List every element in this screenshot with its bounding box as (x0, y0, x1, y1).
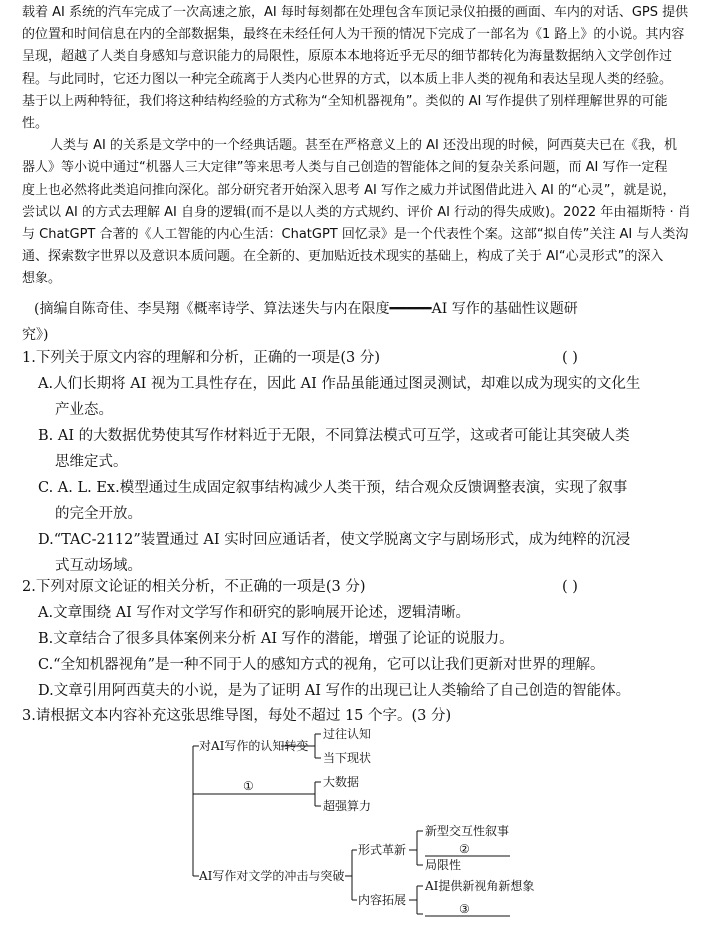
option-line: 式互动场域。 (55, 558, 142, 574)
option-line: 产业态。 (55, 402, 113, 418)
map-blank-3[interactable]: ③ (459, 902, 470, 916)
option-line: B. AI 的大数据优势使其写作材料近于无限，不同算法模式可互学，这或者可能让其突破人类 (38, 428, 630, 444)
passage-paragraph-2 (22, 135, 712, 290)
option-c[interactable]: C.“全知机器视角”是一种不同于人的感知方式的视角，它可以让我们更新对世界的理解。 (38, 657, 605, 673)
passage-line: 度上也必然将此类追问推向深化。部分研究者开始深入思考 AI 写作之威力并试图借此进入 AI 的“心灵”，就是说， (22, 182, 676, 198)
answer-blank[interactable]: ( ) (562, 579, 578, 595)
question-2-stem (22, 575, 712, 600)
option-line: 的完全开放。 (55, 506, 142, 522)
answer-blank[interactable]: ( ) (562, 350, 578, 366)
passage-line: 想象。 (22, 271, 62, 287)
passage-line: 器人》等小说中通过“机器人三大定律”等来思考人类与自己创造的智能体之间的复杂关系问题，而 AI 写作一定程 (22, 160, 668, 176)
map-branch-cognition-shift: 对AI写作的认知转变 (199, 739, 309, 753)
option-line: D.“TAC-2112”装置通过 AI 实时回应通话者，使文学脱离文字与剧场形式，成为纯粹的沉浸 (38, 532, 631, 548)
option-a[interactable] (22, 371, 712, 423)
map-leaf-limitation: 局限性 (425, 858, 462, 872)
passage-line: 基于以上两种特征，我们将这种结构经验的方式称为“全知机器视角”。类似的 AI 写作提供了别样理解世界的可能 (22, 93, 668, 109)
source-line: 究》) (22, 327, 49, 343)
passage-paragraph-1 (22, 2, 712, 135)
passage-line: 通、探索数字世界以及意识本质问题。在全新的、更加贴近技术现实的基础上，构成了关于 AI“心灵形式”的深入 (22, 249, 664, 265)
option-c[interactable] (22, 475, 712, 527)
passage (22, 2, 712, 291)
passage-line: 的位置和时间信息在内的全部数据集，最终在未经任何人为干预的情况下完成了一部名为《1 路上》的小说。其内容 (22, 27, 685, 43)
question-2 (22, 575, 712, 704)
map-node-content-expansion: 内容拓展 (358, 893, 407, 907)
source-citation (22, 296, 712, 348)
map-blank-1[interactable]: ① (243, 779, 254, 793)
passage-line: 性。 (22, 116, 49, 132)
question-1-text: 1.下列关于原文内容的理解和分析，正确的一项是(3 分) (22, 350, 380, 366)
map-leaf-interactive-narrative: 新型交互性叙事 (425, 824, 510, 838)
map-blank-2[interactable]: ② (459, 842, 470, 856)
question-2-text: 2.下列对原文论证的相关分析，不正确的一项是(3 分) (22, 579, 366, 595)
passage-line: 程。与此同时，它还力图以一种完全疏离于人类内心世界的方式，以本质上非人类的视角和表达呈现人类的经验。 (22, 71, 673, 87)
map-leaf-new-perspective: AI提供新视角新想象 (425, 879, 535, 893)
option-d[interactable]: D.文章引用阿西莫夫的小说，是为了证明 AI 写作的出现已让人类输给了自己创造的智能体。 (38, 683, 631, 699)
passage-line: 尝试以 AI 的方式去理解 AI 自身的逻辑(而不是以人类的方式规约、评价 AI 行动的得失成败)。2022 年由福斯特 · 肖 (22, 204, 691, 220)
mind-map (0, 728, 728, 949)
map-leaf-big-data: 大数据 (323, 775, 360, 789)
passage-line: 载着 AI 系统的汽车完成了一次高速之旅，AI 每时每刻都在处理包含车顶记录仪拍摄的画面、车内的对话、GPS 提供 (22, 5, 689, 20)
question-1-stem (22, 346, 712, 371)
question-3-stem: 3.请根据文本内容补充这张思维导图，每处不超过 15 个字。(3 分) (22, 708, 452, 724)
option-d[interactable] (22, 527, 712, 579)
map-node-form-innovation: 形式革新 (358, 843, 407, 857)
map-branch-impact: AI写作对文学的冲击与突破 (199, 869, 345, 883)
source-line: (摘编自陈奇佳、李昊翔《概率诗学、算法迷失与内在限度━━━━━AI 写作的基础性议题研 (34, 301, 578, 317)
option-b[interactable] (22, 423, 712, 475)
question-1 (22, 346, 712, 579)
option-line: A.人们长期将 AI 视为工具性存在，因此 AI 作品虽能通过图灵测试，却难以成为现实的文化生 (38, 376, 641, 392)
question-3 (22, 704, 712, 729)
option-line: 思维定式。 (55, 454, 128, 470)
map-leaf-computing-power: 超强算力 (323, 799, 372, 813)
passage-line: 呈现，超越了人类自身感知与意识能力的局限性，原原本本地将近乎无尽的细节都转化为海量数据纳入文学创作过 (22, 49, 673, 65)
option-b[interactable]: B.文章结合了很多具体案例来分析 AI 写作的潜能，增强了论证的说服力。 (38, 631, 514, 647)
map-leaf-past-cognition: 过往认知 (323, 728, 372, 741)
option-line: C. A. L. Ex.模型通过生成固定叙事结构减少人类干预，结合观众反馈调整表演，实现了叙事 (38, 480, 628, 496)
option-a[interactable]: A.文章围绕 AI 写作对文学写作和研究的影响展开论述，逻辑清晰。 (38, 605, 470, 621)
map-leaf-current-status: 当下现状 (323, 751, 372, 765)
passage-line: 与 ChatGPT 合著的《人工智能的内心生活：ChatGPT 回忆录》是一个代表性个案。这部“拟自传”关注 AI 与人类沟 (22, 227, 689, 243)
passage-line: 人类与 AI 的关系是文学中的一个经典话题。甚至在严格意义上的 AI 还没出现的时候，阿西莫夫已在《我，机 (50, 138, 677, 154)
